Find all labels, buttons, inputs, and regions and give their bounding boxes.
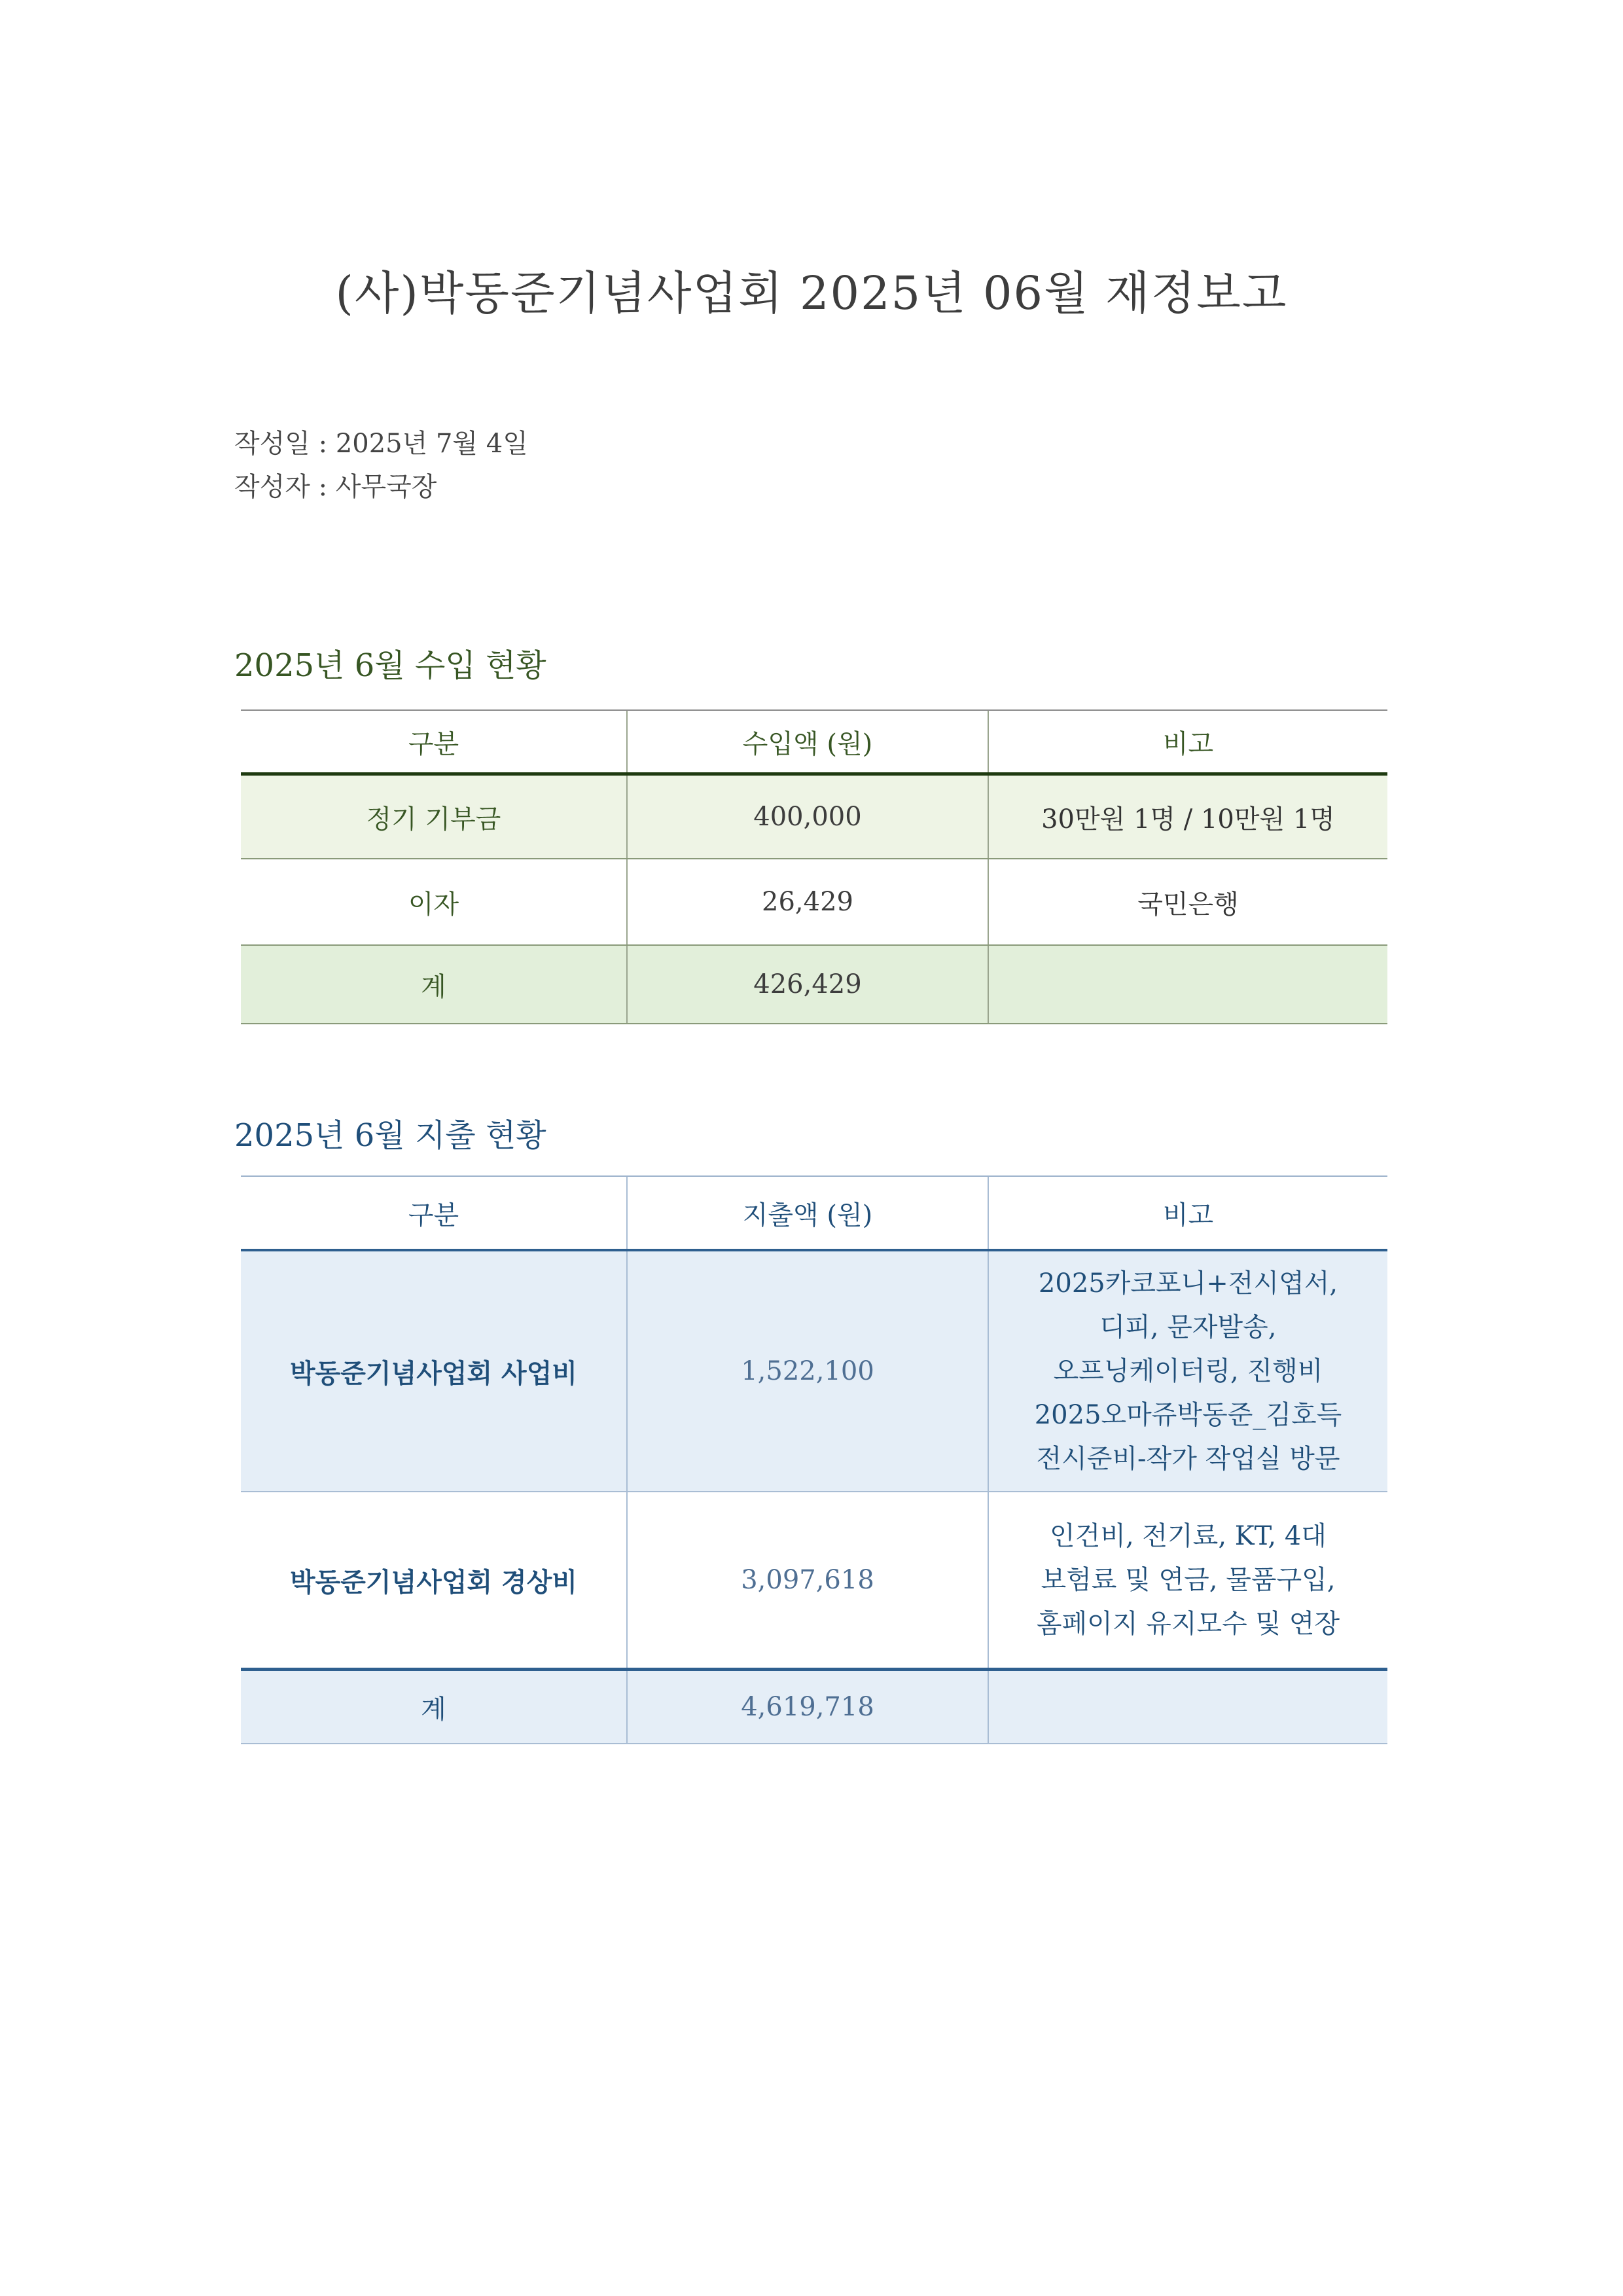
income-heading: 2025년 6월 수입 현황 <box>234 647 546 684</box>
table-row <box>241 859 1387 945</box>
column-header-note: 비고 <box>988 710 1387 774</box>
note-line: 디피, 문자발송, <box>1099 1312 1277 1342</box>
row-amount: 26,429 <box>627 859 988 945</box>
row-note <box>988 1492 1387 1670</box>
column-header-category: 구분 <box>241 1176 627 1250</box>
column-header-category: 구분 <box>241 710 627 774</box>
total-note <box>988 945 1387 1024</box>
total-label: 계 <box>241 1670 627 1744</box>
note-line: 보험료 및 연금, 물품구입, <box>1041 1564 1336 1595</box>
note-line: 2025오마쥬박동준_김호득 <box>1034 1399 1342 1430</box>
row-note: 국민은행 <box>988 859 1387 945</box>
total-note <box>988 1670 1387 1744</box>
expense-heading: 2025년 6월 지출 현황 <box>234 1117 546 1154</box>
row-category: 이자 <box>241 859 627 945</box>
column-header-note: 비고 <box>988 1176 1387 1250</box>
row-category: 정기 기부금 <box>241 774 627 859</box>
note-line: 인건비, 전기료, KT, 4대 <box>1050 1520 1327 1551</box>
total-amount: 426,429 <box>627 945 988 1024</box>
column-header-amount: 지출액 (원) <box>627 1176 988 1250</box>
note-line: 오프닝케이터링, 진행비 <box>1053 1355 1323 1386</box>
row-category: 박동준기념사업회 사업비 <box>241 1250 627 1492</box>
note-line: 홈페이지 유지모수 및 연장 <box>1036 1608 1340 1639</box>
total-row <box>241 945 1387 1024</box>
table-row <box>241 774 1387 859</box>
expense-table <box>241 1175 1387 1744</box>
column-header-amount: 수입액 (원) <box>627 710 988 774</box>
author: 작성자 : 사무국장 <box>234 472 437 502</box>
table-row <box>241 1492 1387 1670</box>
total-amount: 4,619,718 <box>627 1670 988 1744</box>
row-category: 박동준기념사업회 경상비 <box>241 1492 627 1670</box>
note-line: 2025카코포니+전시엽서, <box>1038 1268 1338 1299</box>
page-title: (사)박동준기념사업회 2025년 06월 재정보고 <box>335 266 1288 320</box>
row-note: 30만원 1명 / 10만원 1명 <box>988 774 1387 859</box>
income-header-row <box>241 710 1387 774</box>
row-note <box>988 1250 1387 1492</box>
expense-header-row <box>241 1176 1387 1250</box>
note-line: 전시준비-작가 작업실 방문 <box>1036 1443 1340 1474</box>
row-amount: 3,097,618 <box>627 1492 988 1670</box>
row-amount: 1,522,100 <box>627 1250 988 1492</box>
total-row <box>241 1670 1387 1744</box>
created-date: 작성일 : 2025년 7월 4일 <box>234 429 528 459</box>
total-label: 계 <box>241 945 627 1024</box>
income-table <box>241 709 1387 1024</box>
row-amount: 400,000 <box>627 774 988 859</box>
table-row <box>241 1250 1387 1492</box>
